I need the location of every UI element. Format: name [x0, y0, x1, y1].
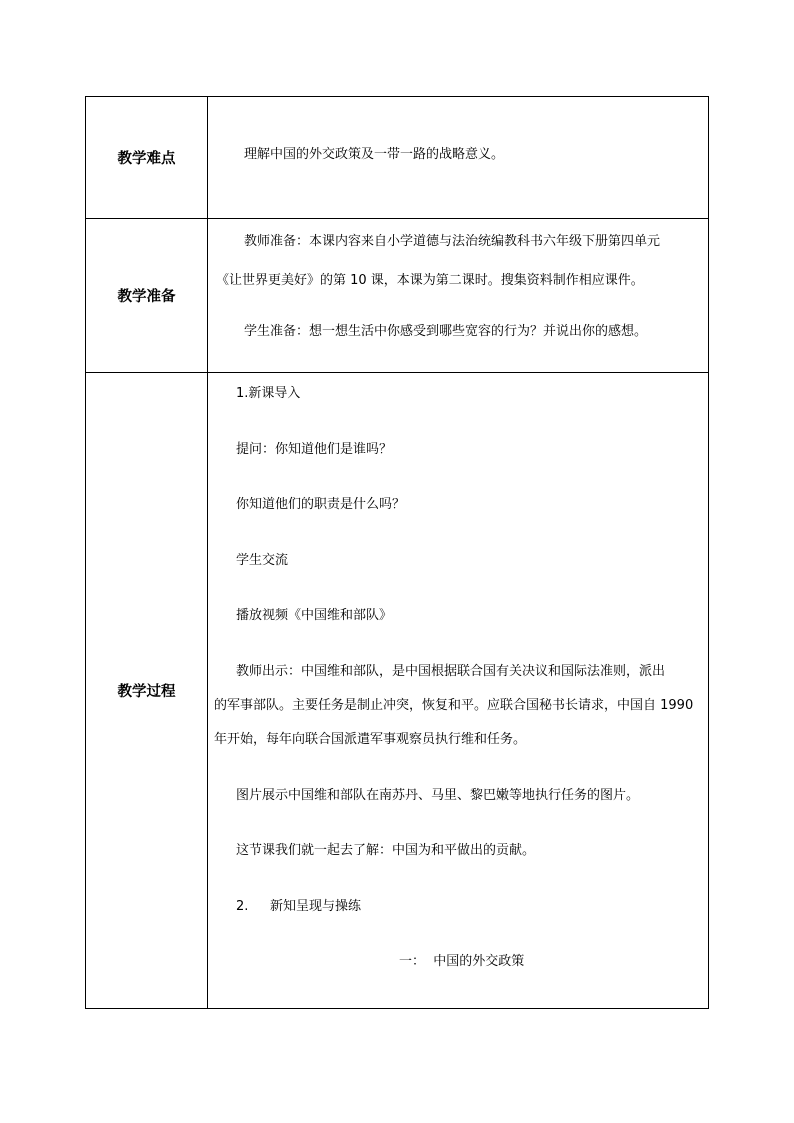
- row-teaching-difficulty: [86, 97, 709, 219]
- label-teaching-process: 教学过程: [86, 373, 208, 1009]
- row-teaching-preparation: [86, 219, 709, 373]
- step-1-heading: 1.新课导入: [236, 386, 301, 401]
- teacher-show-line-2: 的军事部队。主要任务是制止冲突，恢复和平。应联合国秘书长请求，中国自 1990: [214, 698, 694, 713]
- play-video: 播放视频《中国维和部队》: [236, 608, 393, 623]
- student-prep-line: 学生准备：想一想生活中你感受到哪些宽容的行为？并说出你的感想。: [244, 324, 648, 339]
- question-2: 你知道他们的职责是什么吗？: [236, 497, 406, 512]
- section-heading: [208, 952, 708, 972]
- label-teaching-difficulty: 教学难点: [86, 97, 208, 219]
- teacher-show-line-1: 教师出示：中国维和部队，是中国根据联合国有关决议和国际法准则，派出: [236, 664, 666, 679]
- section-text: 中国的外交政策: [433, 954, 525, 969]
- lesson-plan-table: [85, 96, 709, 1009]
- section-number: 一：: [399, 954, 426, 969]
- content-teaching-difficulty: [208, 97, 709, 219]
- teacher-prep-line-2: 《让世界更美好》的第 10 课，本课为第二课时。搜集资料制作相应课件。: [216, 273, 644, 288]
- content-teaching-process: [208, 373, 709, 1009]
- content-teaching-preparation: [208, 219, 709, 373]
- difficulty-text: 理解中国的外交政策及一带一路的战略意义。: [244, 147, 505, 162]
- step-2-number: 2.: [236, 899, 249, 914]
- teacher-show-line-3: 年开始，每年向联合国派遣军事观察员执行维和任务。: [214, 732, 527, 747]
- row-teaching-process: [86, 373, 709, 1009]
- today-line: 这节课我们就一起去了解：中国为和平做出的贡献。: [236, 843, 536, 858]
- student-exchange: 学生交流: [236, 553, 289, 568]
- teacher-prep-line-1: 教师准备：本课内容来自小学道德与法治统编教科书六年级下册第四单元: [244, 234, 661, 249]
- label-teaching-preparation: 教学准备: [86, 219, 208, 373]
- question-1: 提问：你知道他们是谁吗？: [236, 442, 393, 457]
- step-2-text: 新知呈现与操练: [270, 899, 362, 914]
- step-2-heading: [208, 897, 708, 917]
- pictures-line: 图片展示中国维和部队在南苏丹、马里、黎巴嫩等地执行任务的图片。: [236, 788, 640, 803]
